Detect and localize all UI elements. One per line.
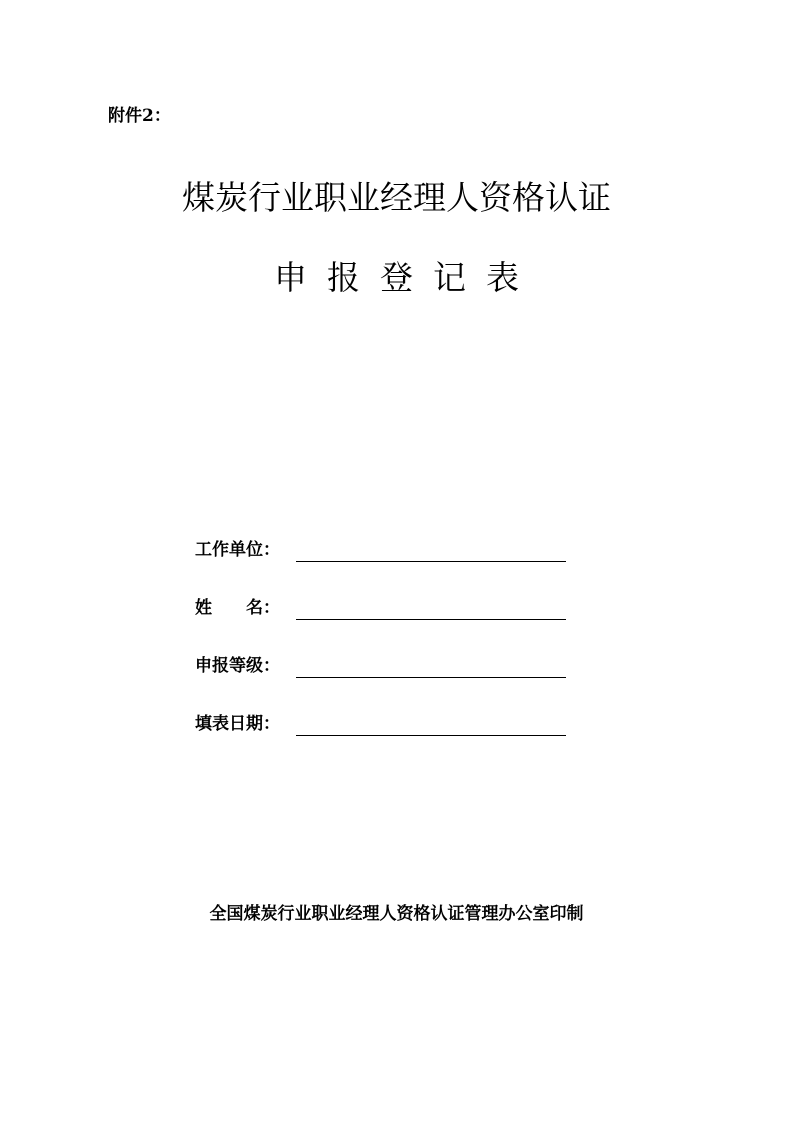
fill-date-underline xyxy=(296,735,566,736)
field-row-name xyxy=(195,594,575,622)
declared-level-underline xyxy=(296,677,566,678)
issuer-footer: 全国煤炭行业职业经理人资格认证管理办公室印制 xyxy=(209,904,584,924)
registration-fields xyxy=(195,536,575,768)
fill-date-field[interactable] xyxy=(296,710,566,735)
name-label: 姓 名： xyxy=(195,598,280,618)
declared-level-label: 申报等级： xyxy=(195,656,280,676)
work-unit-field[interactable] xyxy=(296,536,566,561)
document-title: 煤炭行业职业经理人资格认证 xyxy=(182,178,611,217)
name-field[interactable] xyxy=(296,594,566,619)
field-row-date xyxy=(195,710,575,738)
field-row-level xyxy=(195,652,575,680)
attachment-label: 附件2： xyxy=(108,106,171,126)
work-unit-label: 工作单位： xyxy=(195,540,280,560)
work-unit-underline xyxy=(296,561,566,562)
declared-level-field[interactable] xyxy=(296,652,566,677)
field-row-work-unit xyxy=(195,536,575,564)
document-subtitle: 申报登记表 xyxy=(274,258,539,297)
fill-date-label: 填表日期： xyxy=(195,714,280,734)
name-underline xyxy=(296,619,566,620)
